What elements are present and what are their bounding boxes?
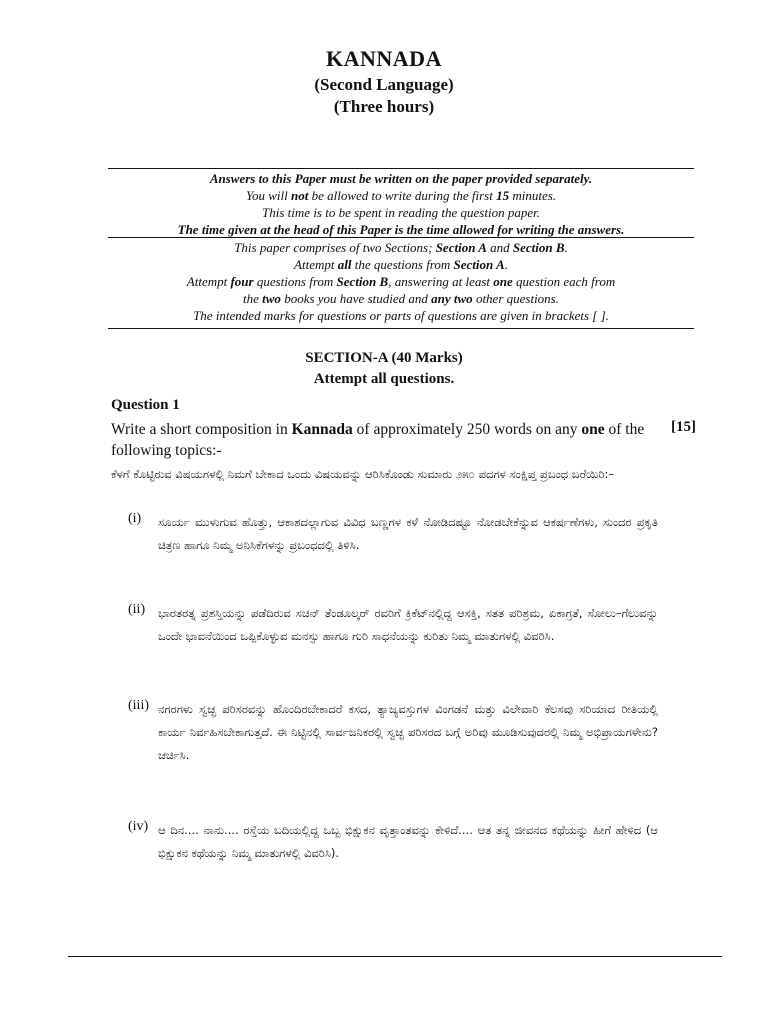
question-text: Write a short composition in Kannada of approximately 250 words on any one of the following topics:- <box>111 421 645 459</box>
instruction-line: The intended marks for questions or parts of questions are given in brackets [ ]. <box>193 308 609 323</box>
footer-rule <box>68 956 722 957</box>
instructions-bottom <box>108 239 694 324</box>
instructions-top <box>108 170 694 238</box>
instruction-line: You will not be allowed to write during the first 15 minutes. <box>245 188 557 203</box>
instruction-line: This time is to be spent in reading the question paper. <box>262 205 540 220</box>
question-marks: [15] <box>671 419 696 435</box>
instruction-line: the two books you have studied and any two other questions. <box>243 291 559 306</box>
paper-language: (Second Language) <box>314 75 454 94</box>
topic-text: ಸೂರ್ಯ ಮುಳುಗುವ ಹೊತ್ತು, ಆಕಾಶದಲ್ಲಾಗುವ ವಿವಿಧ ಬಣ್ಣಗಳ ಕಳೆ ನೋಡಿದಷ್ಟೂ ನೋಡಬೇಕೆನ್ನುವ ಆಕರ್ಷಣೆಗಳು, ಸುಂದರ ಪ್ರಕೃತಿ ಚಿತ್ರಣ ಹಾಗೂ ನಿಮ್ಮ ಅನಿಸಿಕೆಗಳನ್ನು ಪ್ರಬಂಧದಲ್ಲಿ ತಿಳಿಸಿ. <box>158 515 658 552</box>
topic-text: ಆ ದಿನ.... ನಾನು.... ರಸ್ತೆಯ ಬದಿಯಲ್ಲಿದ್ದ ಒಬ್ಬ ಭಿಕ್ಷುಕನ ವೃತ್ತಾಂತವನ್ನು ಕೇಳಿದೆ.... ಆತ ತನ್ನ ಜೀವನದ ಕಥೆಯನ್ನು ಹೀಗೆ ಹೇಳಿದ (ಆ ಭಿಕ್ಷುಕನ ಕಥೆಯನ್ನು ನಿಮ್ಮ ಮಾತುಗಳಲ್ಲಿ ವಿವರಿಸಿ). <box>158 823 658 860</box>
instruction-line: This paper comprises of two Sections; Section A and Section B. <box>234 240 568 255</box>
paper-duration: (Three hours) <box>333 97 435 116</box>
topic-text: ಭಾರತರತ್ನ ಪ್ರಶಸ್ತಿಯನ್ನು ಪಡೆದಿರುವ ಸಚಿನ್ ತೆಂಡೂಲ್ಕರ್ ರವರಿಗೆ ಕ್ರಿಕೆಟ್‌ನಲ್ಲಿದ್ದ ಆಸಕ್ತಿ, ಸತತ ಪರಿಶ್ರಮ, ಏಕಾಗ್ರತೆ, ಸೋಲು–ಗೆಲುವನ್ನು ಒಂದೇ ಭಾವನೆಯಿಂದ ಒಪ್ಪಿಕೊಳ್ಳುವ ಮನಸ್ಸು ಹಾಗೂ ಗುರಿ ಸಾಧನೆಯನ್ನು ಕುರಿತು ನಿಮ್ಮ ಮಾತುಗಳಲ್ಲಿ ವಿವರಿಸಿ. <box>158 606 658 643</box>
paper-header <box>0 44 768 118</box>
top-rule <box>108 168 694 169</box>
section-heading <box>0 348 768 390</box>
topic-text: ನಗರಗಳು ಸ್ವಚ್ಛ ಪರಿಸರವನ್ನು ಹೊಂದಿರಬೇಕಾದರೆ ಕಸದ, ತ್ಯಾಜ್ಯವಸ್ತುಗಳ ವಿಂಗಡನೆ ಮತ್ತು ವಿಲೇವಾರಿ ಕೆಲಸವು ಸರಿಯಾದ ರೀತಿಯಲ್ಲಿ ಕಾರ್ಯ ನಿರ್ವಹಿಸಬೇಕಾಗುತ್ತದೆ. ಈ ನಿಟ್ಟಿನಲ್ಲಿ ಸಾರ್ವಜನಿಕರಲ್ಲಿ ಸ್ವಚ್ಛ ಪರಿಸರದ ಬಗ್ಗೆ ಅರಿವು ಮೂಡಿಸುವುದರಲ್ಲಿ ನಿಮ್ಮ ಅಭಿಪ್ರಾಯಗಳೇನು? ಚರ್ಚಿಸಿ. <box>158 702 658 762</box>
paper-title: KANNADA <box>326 46 442 71</box>
middle-rule <box>108 237 694 238</box>
topic-number: (iii) <box>128 698 149 713</box>
instruction-line: The time given at the head of this Paper is the time allowed for writing the answers. <box>177 222 625 237</box>
instruction-line: Attempt four questions from Section B, answering at least one question each from <box>186 274 616 289</box>
instruction-line: Answers to this Paper must be written on the paper provided separately. <box>209 171 593 186</box>
topic-number: (iv) <box>128 819 149 834</box>
topic-number: (ii) <box>128 602 146 617</box>
instruction-line: Attempt all the questions from Section A. <box>294 257 508 272</box>
section-subtitle: Attempt all questions. <box>313 371 455 387</box>
section-title: SECTION-A (40 Marks) <box>305 350 463 366</box>
question-label: Question 1 <box>111 397 180 413</box>
kannada-instruction: ಕೆಳಗೆ ಕೊಟ್ಟಿರುವ ವಿಷಯಗಳಲ್ಲಿ ನಿಮಗೆ ಬೇಕಾದ ಒಂದು ವಿಷಯವನ್ನು ಆರಿಸಿಕೊಂಡು ಸುಮಾರು ೨೫೦ ಪದಗಳ ಸಂಕ್ಷಿಪ್ತ ಪ್ರಬಂಧ ಬರೆಯಿರಿ:– <box>111 467 615 481</box>
topic-number: (i) <box>128 511 142 526</box>
bottom-rule <box>108 328 694 329</box>
